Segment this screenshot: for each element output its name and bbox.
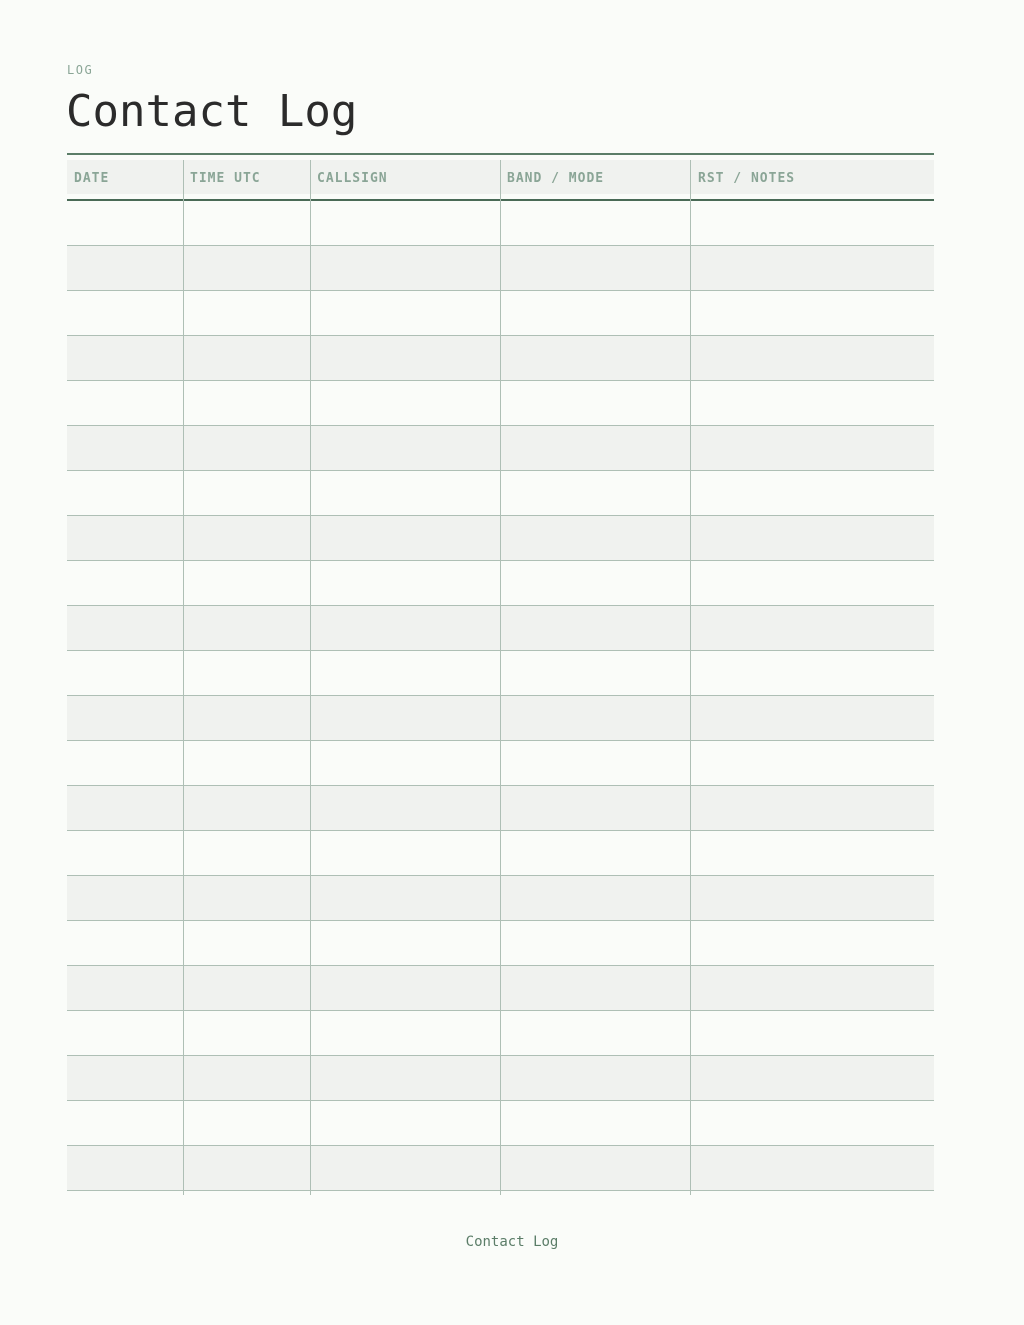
- column-header-time-utc: TIME UTC: [190, 171, 261, 186]
- column-header-rst-notes: RST / NOTES: [698, 171, 796, 186]
- column-header-band-mode: BAND / MODE: [507, 171, 605, 186]
- column-divider: [183, 160, 184, 1195]
- column-divider: [500, 160, 501, 1195]
- column-divider: [310, 160, 311, 1195]
- column-divider: [690, 160, 691, 1195]
- column-header-date: DATE: [74, 171, 110, 186]
- column-header-callsign: CALLSIGN: [317, 171, 388, 186]
- top-rule: [67, 153, 934, 155]
- page-kicker: LOG: [67, 63, 94, 77]
- page-footer: Contact Log: [465, 1234, 559, 1250]
- page-title: Contact Log: [66, 86, 358, 137]
